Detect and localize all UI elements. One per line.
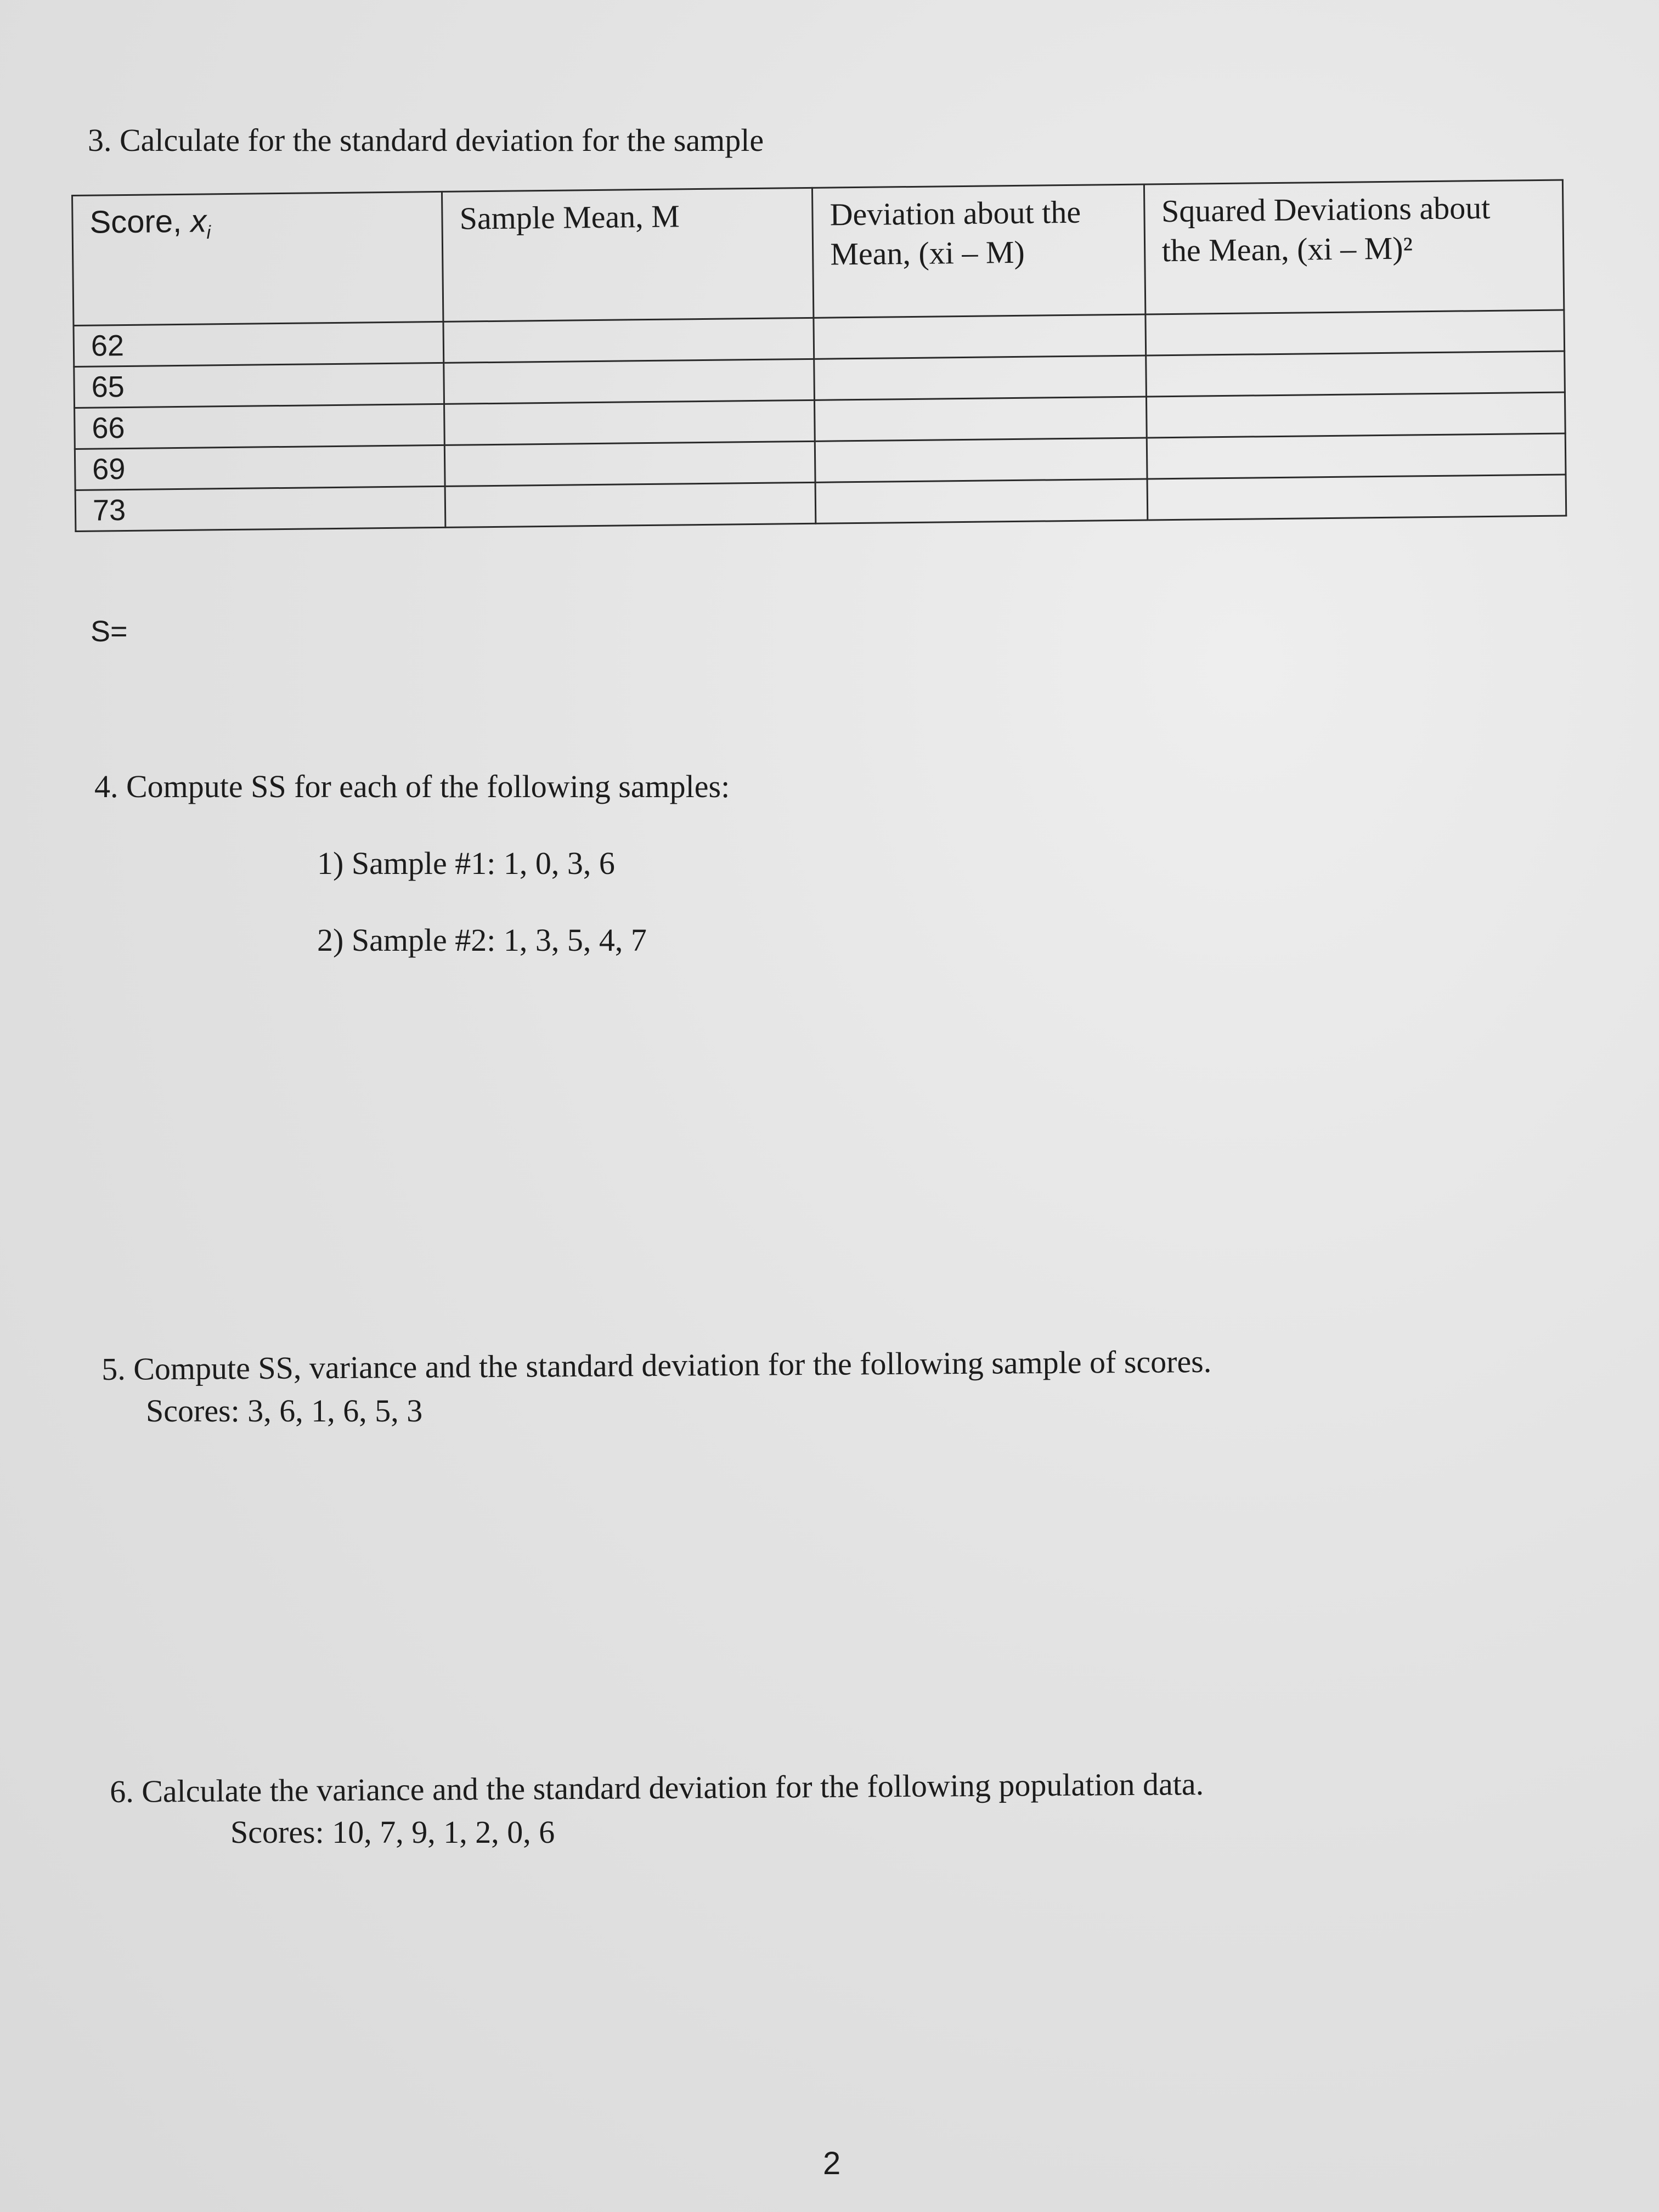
score-cell: 69	[75, 445, 445, 490]
deviation-cell[interactable]	[814, 314, 1146, 359]
score-cell: 73	[75, 486, 445, 531]
question-4-sample-1: 1) Sample #1: 1, 0, 3, 6	[317, 845, 615, 881]
question-6-scores: Scores: 10, 7, 9, 1, 2, 0, 6	[230, 1814, 555, 1850]
deviation-cell[interactable]	[815, 438, 1147, 482]
score-cell: 62	[74, 321, 444, 366]
question-3-title: 3. Calculate for the standard deviation for the sample	[88, 122, 764, 158]
header-squared-line2: the Mean, (xi – M)²	[1161, 230, 1413, 269]
squared-cell[interactable]	[1147, 475, 1566, 520]
header-deviation-line2: Mean, (xi – M)	[830, 234, 1025, 272]
mean-cell[interactable]	[443, 318, 814, 363]
deviation-cell[interactable]	[815, 397, 1147, 441]
mean-cell[interactable]	[444, 441, 815, 486]
squared-cell[interactable]	[1146, 351, 1565, 397]
question-4-sample-2: 2) Sample #2: 1, 3, 5, 4, 7	[317, 922, 647, 958]
deviation-cell[interactable]	[814, 356, 1146, 400]
score-cell: 66	[75, 404, 445, 449]
header-deviation-line1: Deviation about the	[830, 194, 1081, 233]
question-5-scores: Scores: 3, 6, 1, 6, 5, 3	[146, 1393, 423, 1429]
table-header-row	[72, 180, 1564, 325]
score-cell: 65	[74, 363, 444, 408]
header-sample-mean: Sample Mean, M	[442, 188, 814, 321]
question-6-title: 6. Calculate the variance and the standard deviation for the following population data.	[110, 1766, 1204, 1809]
page-number: 2	[823, 2146, 841, 2181]
squared-cell[interactable]	[1146, 392, 1565, 438]
question-5-title: 5. Compute SS, variance and the standard deviation for the following sample of scores.	[101, 1343, 1212, 1387]
header-squared-line1: Squared Deviations about	[1161, 189, 1491, 229]
deviation-cell[interactable]	[815, 479, 1147, 523]
header-deviation	[812, 184, 1146, 318]
squared-cell[interactable]	[1147, 433, 1566, 479]
mean-cell[interactable]	[444, 400, 815, 445]
squared-cell[interactable]	[1146, 310, 1565, 356]
mean-cell[interactable]	[444, 359, 815, 404]
s-equals-label: S=	[91, 615, 128, 648]
std-dev-table	[71, 179, 1567, 532]
question-4-title: 4. Compute SS for each of the following samples:	[94, 769, 730, 804]
mean-cell[interactable]	[445, 482, 816, 527]
header-score: Score, $x_i$	[72, 191, 444, 325]
header-squared-deviation	[1144, 180, 1564, 314]
